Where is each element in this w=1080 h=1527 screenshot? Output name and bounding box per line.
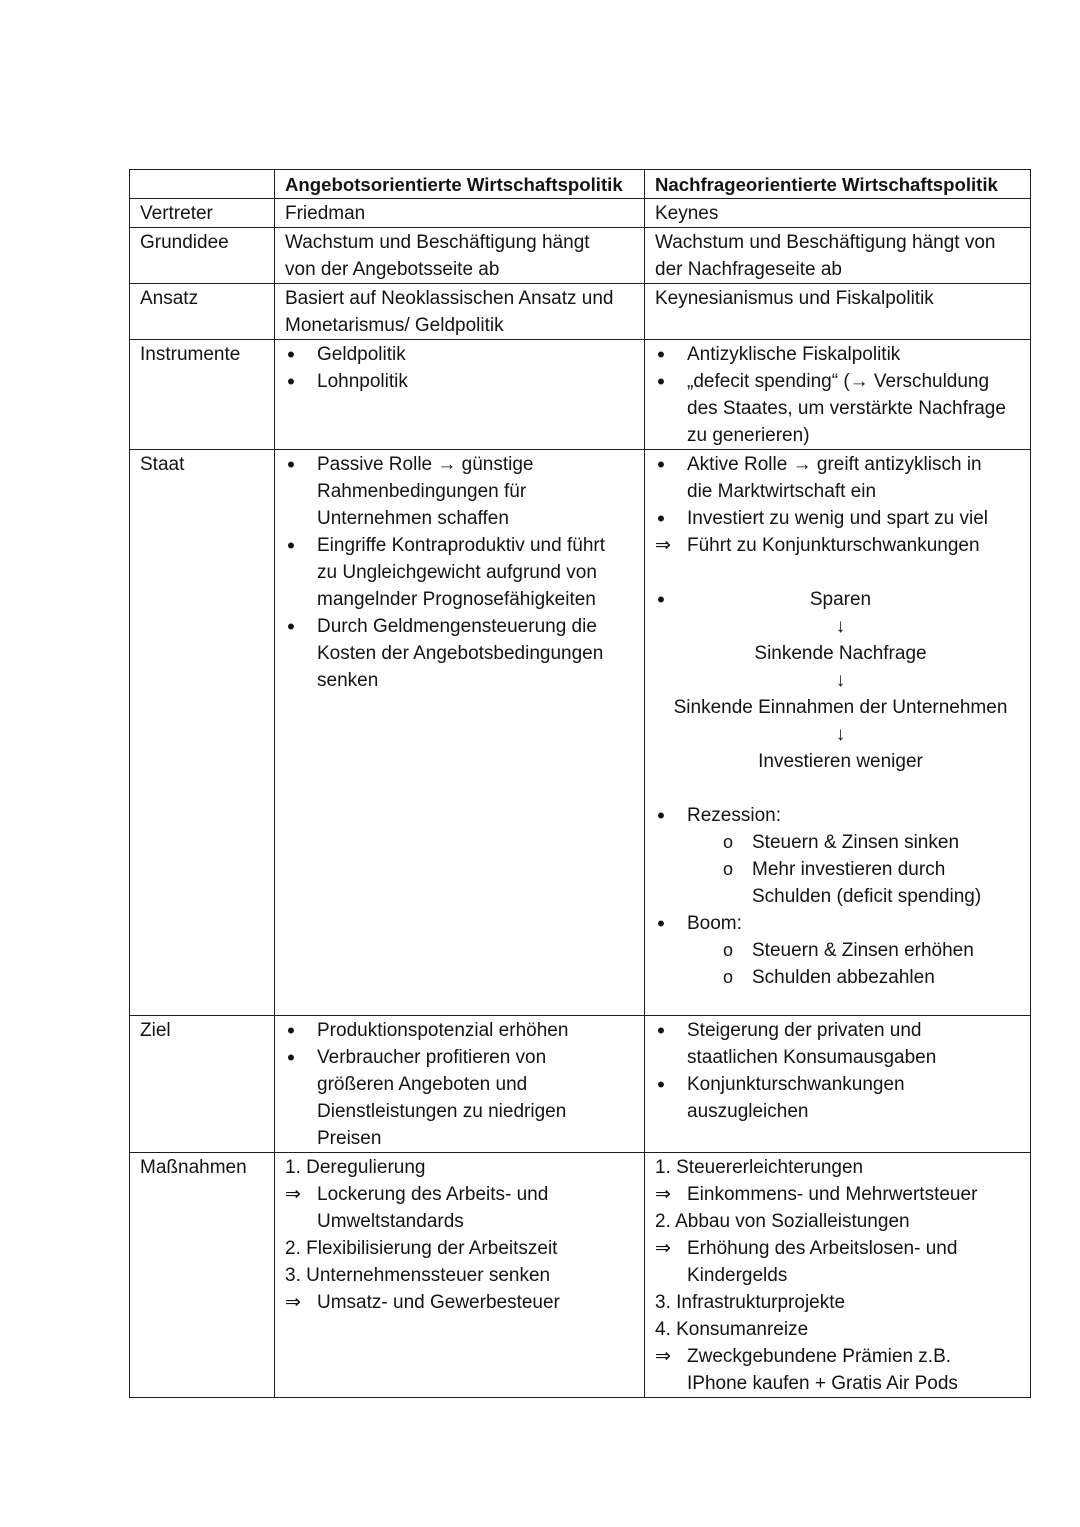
bullet-text: Boom: [687,913,742,934]
header-nachfrage: Nachfrageorientierte Wirtschaftspolitik [645,170,1031,199]
bullet-text: Konjunkturschwankungen auszugleichen [687,1074,905,1122]
row-grundidee [130,228,1031,284]
sub-item-text: Schulden abbezahlen [752,967,935,988]
bullet-item [285,1044,640,1152]
implies-arrow-icon: ⇒ [285,1184,301,1205]
cell-text: Keynesianismus und Fiskalpolitik [655,288,934,309]
implication-text: Einkommens- und Mehrwertsteuer [687,1184,978,1205]
bullet-text: „defecit spending“ (→ Verschuldung des Staates, um verstärkte Nachfrage zu generieren) [687,371,1006,446]
corner-cell [130,170,275,199]
bullet-text: Passive Rolle → günstige Rahmenbedingungen für Unternehmen schaffen [317,454,534,529]
cell-nachfrage [645,1016,1031,1153]
bullet-item [285,451,640,532]
step-text: 3. Unternehmenssteuer senken [285,1265,551,1286]
bullet-text: Rezession: [687,805,781,826]
row-label-text: Grundidee [140,232,229,253]
bullet-item [285,1017,640,1044]
row-label [130,284,275,340]
bullet-list [285,451,640,694]
bullet-item [655,1017,1026,1071]
spacer [655,559,1026,586]
cell-nachfrage [645,450,1031,1016]
implication-item [655,1343,1026,1397]
step-text: 1. Deregulierung [285,1157,426,1178]
down-arrow-icon: ↓ [835,670,846,691]
measure-list [285,1154,640,1316]
chain-step: Sinkende Nachfrage [754,643,927,664]
row-label [130,450,275,1016]
spacer [655,775,1026,802]
cell-nachfrage [645,228,1031,284]
implication-text: Führt zu Konjunkturschwankungen [687,535,980,556]
cell-text: Basiert auf Neoklassischen Ansatz und Monetarismus/ Geldpolitik [285,288,614,336]
bullet-text: Produktionspotenzial erhöhen [317,1020,569,1041]
cell-text: Wachstum und Beschäftigung hängt von der Nachfrageseite ab [655,232,996,280]
cell-nachfrage [645,340,1031,450]
row-label [130,1153,275,1398]
sub-item [722,964,1026,991]
cell-angebot [275,199,645,228]
bullet-item [655,1071,1026,1125]
cell-nachfrage [645,1153,1031,1398]
implication-text: Zweckgebundene Prämien z.B. IPhone kaufen + Gratis Air Pods [687,1346,958,1394]
cell-angebot [275,228,645,284]
sub-bullet-marker: o [722,940,733,960]
numbered-step [285,1154,640,1181]
step-text: 2. Abbau von Sozialleistungen [655,1211,910,1232]
cell-angebot [275,1153,645,1398]
bullet-marker: • [657,1018,665,1043]
implies-arrow-icon: ⇒ [655,535,671,556]
bullet-marker: • [657,911,665,936]
implies-arrow-icon: ⇒ [655,1238,671,1259]
implication-text: Erhöhung des Arbeitslosen- und Kindergelds [687,1238,958,1286]
cell-angebot [275,284,645,340]
bullet-item [285,341,640,368]
bullet-marker: • [287,533,295,558]
bullet-text: Lohnpolitik [317,371,408,392]
implication-item [655,532,1026,559]
numbered-step [285,1262,640,1289]
sub-bullet-marker: o [722,859,733,879]
bullet-text: Antizyklische Fiskalpolitik [687,344,901,365]
down-arrow-icon: ↓ [835,616,846,637]
row-label [130,199,275,228]
sub-item [722,856,1026,910]
bullet-text: Aktive Rolle → greift antizyklisch in die Marktwirtschaft ein [687,454,982,502]
bullet-list [285,1017,640,1152]
header-row [130,170,1031,199]
row-ansatz [130,284,1031,340]
bullet-marker: • [657,452,665,477]
implies-arrow-icon: ⇒ [655,1346,671,1367]
row-vertreter [130,199,1031,228]
cell-text: Wachstum und Beschäftigung hängt von der Angebotsseite ab [285,232,590,280]
row-label-text: Ziel [140,1020,171,1041]
comparison-table [129,169,1031,1398]
sub-list [722,937,1026,991]
row-label [130,228,275,284]
step-text: 1. Steuererleichterungen [655,1157,864,1178]
implication-text: Lockerung des Arbeits- und Umweltstandards [317,1184,549,1232]
chain-step: Investieren weniger [758,751,923,772]
step-text: 4. Konsumanreize [655,1319,809,1340]
bullet-marker: • [657,369,665,394]
bullet-marker: • [287,342,295,367]
sub-item-text: Mehr investieren durch Schulden (deficit spending) [752,859,982,907]
row-label [130,340,275,450]
numbered-step [655,1154,1026,1181]
sub-item [722,829,1026,856]
implication-item [285,1181,640,1235]
header-angebot: Angebotsorientierte Wirtschaftspolitik [275,170,645,199]
bullet-marker: • [657,587,665,612]
bullet-marker: • [657,342,665,367]
bullet-marker: • [287,1045,295,1070]
sub-bullet-marker: o [722,967,733,987]
step-text: 3. Infrastrukturprojekte [655,1292,846,1313]
bullet-text: Geldpolitik [317,344,406,365]
bullet-marker: • [287,452,295,477]
cell-angebot [275,340,645,450]
bullet-item [285,613,640,694]
numbered-step [285,1235,640,1262]
bullet-marker: • [657,506,665,531]
row-label-text: Vertreter [140,203,213,224]
numbered-step [655,1208,1026,1235]
row-instrumente [130,340,1031,450]
bullet-text: Steigerung der privaten und staatlichen Konsumausgaben [687,1020,937,1068]
cell-text: Friedman [285,203,366,224]
implication-item [655,1181,1026,1208]
row-label-text: Ansatz [140,288,199,309]
cell-text: Keynes [655,203,719,224]
bullet-marker: • [657,1072,665,1097]
chain-flow [655,586,1026,775]
bullet-marker: • [287,614,295,639]
bullet-list [285,341,640,395]
bullet-item [285,532,640,613]
cell-angebot [275,450,645,1016]
bullet-item [655,368,1026,449]
implication-item [655,1235,1026,1289]
cell-nachfrage [645,284,1031,340]
implication-text: Umsatz- und Gewerbesteuer [317,1292,560,1313]
implies-arrow-icon: ⇒ [285,1292,301,1313]
row-label-text: Maßnahmen [140,1157,247,1178]
sub-item [722,937,1026,964]
cell-angebot [275,1016,645,1153]
row-staat [130,450,1031,1016]
bullet-marker: • [657,803,665,828]
numbered-step [655,1316,1026,1343]
row-massnahmen [130,1153,1031,1398]
cause-chain [655,586,1026,775]
bullet-marker: • [287,1018,295,1043]
numbered-step [655,1289,1026,1316]
sub-bullet-marker: o [722,832,733,852]
cell-nachfrage [645,199,1031,228]
sub-item-text: Steuern & Zinsen sinken [752,832,960,853]
bullet-text: Eingriffe Kontraproduktiv und führt zu Ungleichgewicht aufgrund von mangelnder Prognosefähigkeiten [317,535,605,610]
row-label-text: Staat [140,454,185,475]
chain-step: Sparen [809,589,872,610]
bullet-text: Investiert zu wenig und spart zu viel [687,508,988,529]
chain-step: Sinkende Einnahmen der Unternehmen [673,697,1008,718]
implication-item [285,1289,640,1316]
row-label-text: Instrumente [140,344,241,365]
bullet-list [655,1017,1026,1125]
bullet-list [655,451,1026,991]
bullet-item-boom [655,910,1026,991]
bullet-list [655,341,1026,449]
sub-list [722,829,1026,910]
bullet-text: Verbraucher profitieren von größeren Angeboten und Dienstleistungen zu niedrigen Preisen [317,1047,567,1149]
measure-list [655,1154,1026,1397]
row-label [130,1016,275,1153]
row-ziel [130,1016,1031,1153]
sub-item-text: Steuern & Zinsen erhöhen [752,940,974,961]
bullet-text: Durch Geldmengensteuerung die Kosten der Angebotsbedingungen senken [317,616,604,691]
bullet-item [655,341,1026,368]
bullet-item [655,505,1026,532]
bullet-marker: • [287,369,295,394]
bullet-item [655,451,1026,505]
down-arrow-icon: ↓ [835,724,846,745]
implies-arrow-icon: ⇒ [655,1184,671,1205]
bullet-item [285,368,640,395]
bullet-item-rezession [655,802,1026,910]
step-text: 2. Flexibilisierung der Arbeitszeit [285,1238,558,1259]
